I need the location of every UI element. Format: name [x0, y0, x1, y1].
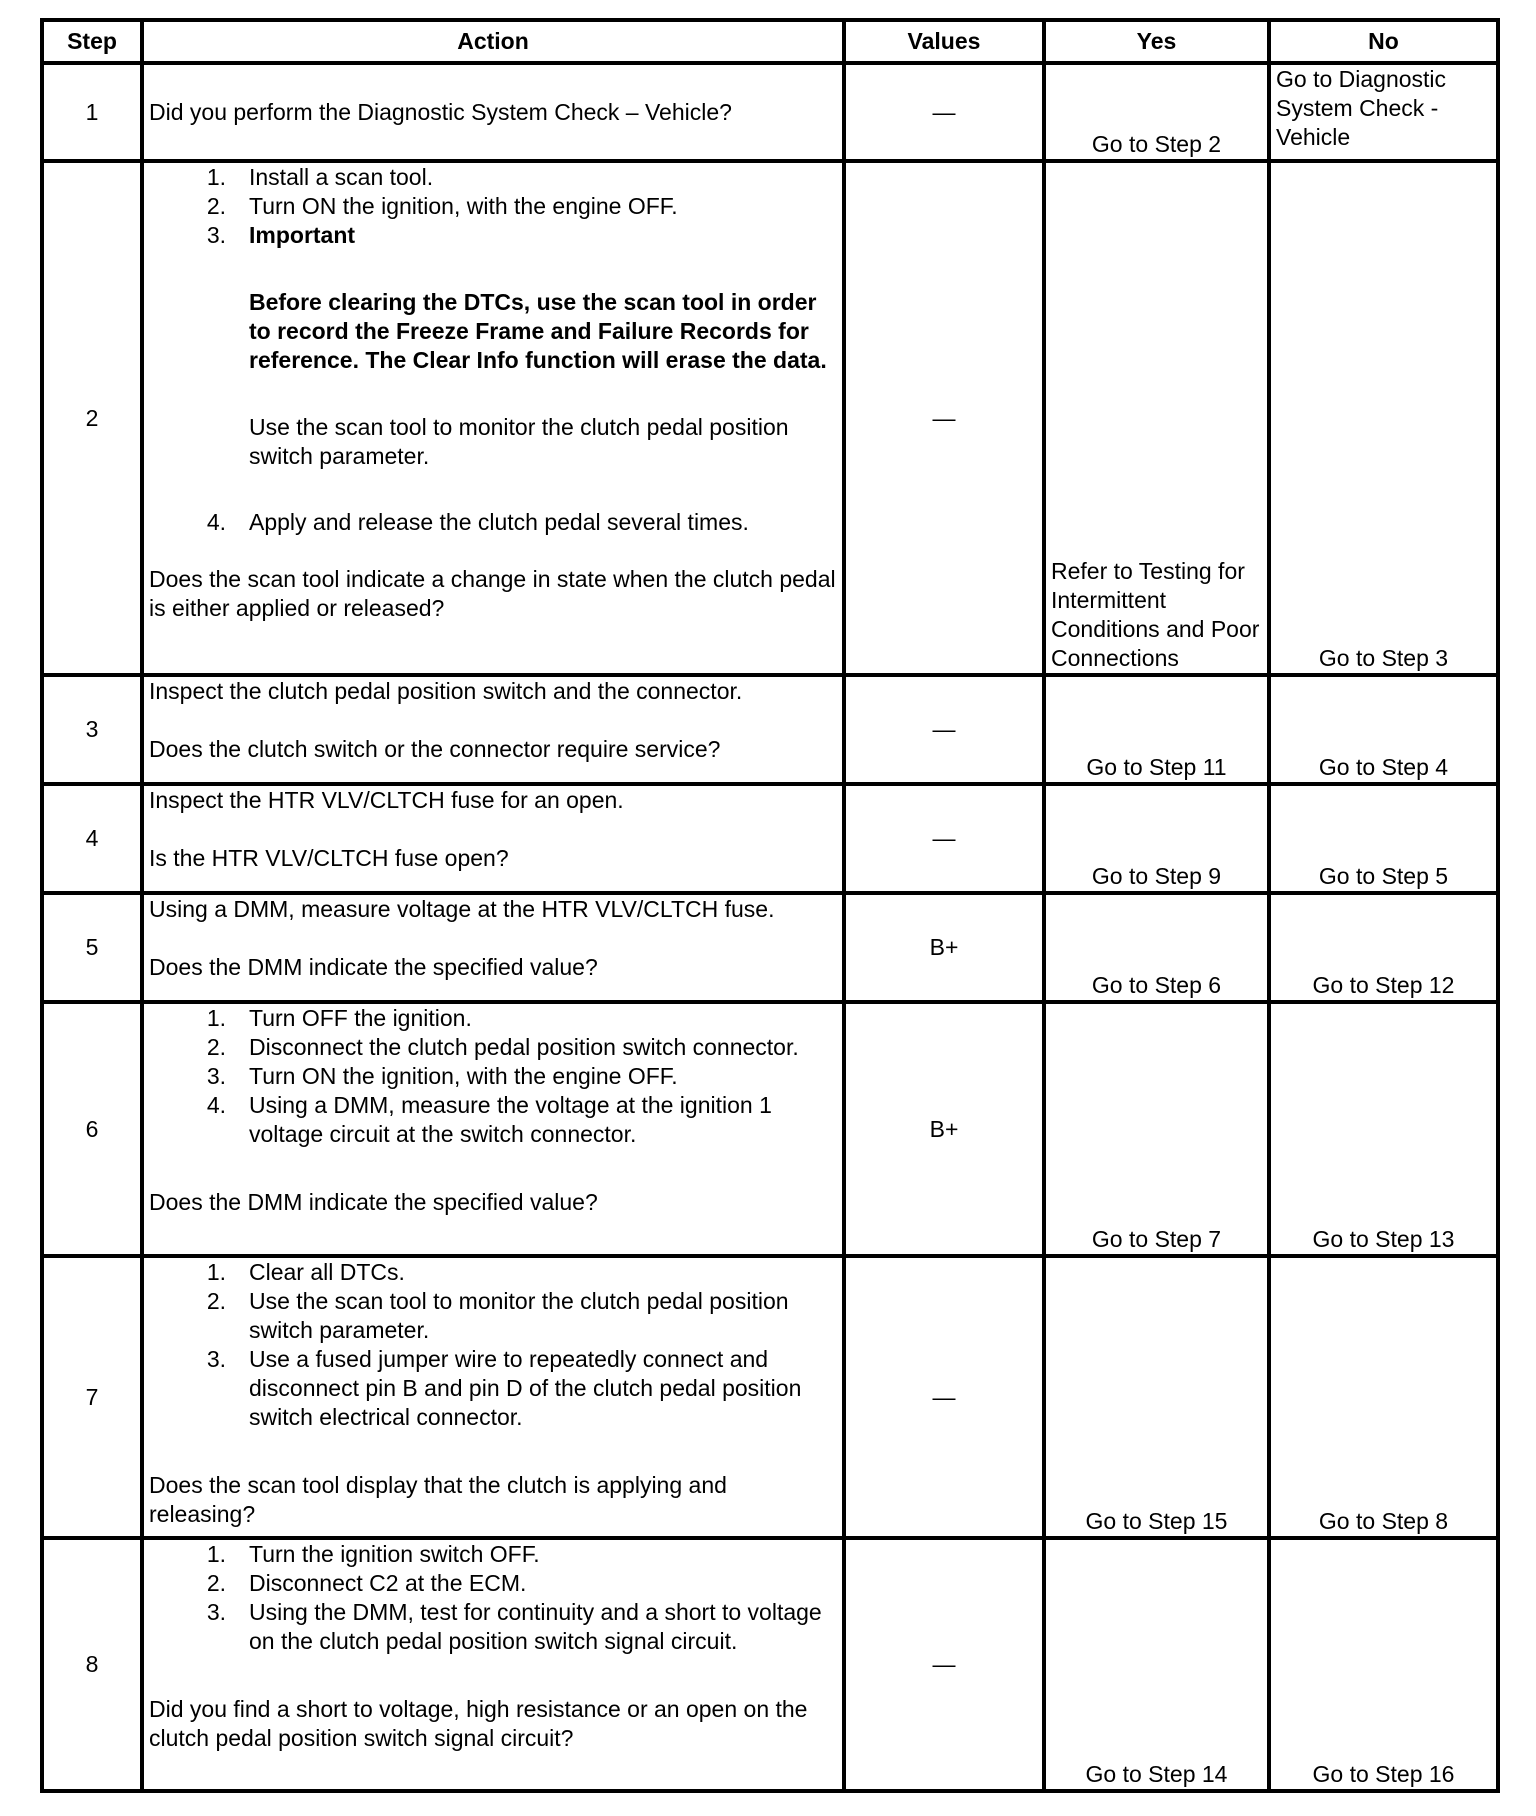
list-item: 1. Turn the ignition switch OFF.	[206, 1541, 540, 1567]
no-cell: Go to Step 5	[1269, 784, 1498, 893]
value-cell: —	[844, 63, 1044, 161]
yes-cell: Go to Step 11	[1044, 675, 1269, 784]
action-cell	[142, 161, 844, 675]
list-item: 4. Using a DMM, measure the voltage at the ignition 1 voltage circuit at the switch connector.	[206, 1092, 772, 1147]
step-number: 1	[42, 63, 142, 161]
value-cell: —	[844, 784, 1044, 893]
diagnostic-table	[40, 18, 1500, 1793]
yes-cell: Refer to Testing for Intermittent Conditions and Poor Connections	[1044, 161, 1269, 675]
action-question: Does the clutch switch or the connector require service?	[149, 736, 721, 762]
action-steps-list	[149, 1258, 837, 1432]
list-item: 2. Disconnect the clutch pedal position switch connector.	[206, 1034, 799, 1060]
header-yes: Yes	[1044, 20, 1269, 63]
table-row-step-4	[42, 784, 1498, 893]
no-cell: Go to Diagnostic System Check - Vehicle	[1269, 63, 1498, 161]
list-item: 2. Turn ON the ignition, with the engine OFF.	[206, 193, 678, 219]
list-item: 2. Disconnect C2 at the ECM.	[206, 1570, 527, 1596]
no-cell: Go to Step 8	[1269, 1256, 1498, 1538]
no-cell: Go to Step 3	[1269, 161, 1498, 675]
action-cell	[142, 784, 844, 893]
value-cell: —	[844, 675, 1044, 784]
step-number: 4	[42, 784, 142, 893]
list-item: 2. Use the scan tool to monitor the clutch pedal position switch parameter.	[206, 1288, 789, 1343]
action-question: Does the DMM indicate the specified value?	[149, 954, 598, 980]
header-step: Step	[42, 20, 142, 63]
action-question: Is the HTR VLV/CLTCH fuse open?	[149, 845, 509, 871]
action-cell	[142, 893, 844, 1002]
no-cell: Go to Step 13	[1269, 1002, 1498, 1256]
table-row-step-5	[42, 893, 1498, 1002]
table-row-step-2	[42, 161, 1498, 675]
table-row-step-6	[42, 1002, 1498, 1256]
yes-cell: Go to Step 7	[1044, 1002, 1269, 1256]
action-intro: Using a DMM, measure voltage at the HTR VLV/CLTCH fuse.	[149, 896, 775, 922]
table-row-step-1	[42, 63, 1498, 161]
no-cell: Go to Step 12	[1269, 893, 1498, 1002]
yes-cell: Go to Step 14	[1044, 1538, 1269, 1791]
value-cell: —	[844, 161, 1044, 675]
action-question: Does the scan tool indicate a change in state when the clutch pedal is either applied or released?	[149, 566, 836, 621]
list-item: 3. Using the DMM, test for continuity and a short to voltage on the clutch pedal position switch signal circuit.	[206, 1599, 822, 1654]
table-row-step-3	[42, 675, 1498, 784]
yes-cell: Go to Step 2	[1044, 63, 1269, 161]
yes-cell: Go to Step 9	[1044, 784, 1269, 893]
table-row-step-7	[42, 1256, 1498, 1538]
value-cell: —	[844, 1256, 1044, 1538]
no-cell: Go to Step 16	[1269, 1538, 1498, 1791]
header-no: No	[1269, 20, 1498, 63]
value-cell: B+	[844, 1002, 1044, 1256]
important-note: Before clearing the DTCs, use the scan tool in order to record the Freeze Frame and Failure Records for reference. The Clear Info function will erase the data.	[249, 289, 827, 373]
yes-cell: Go to Step 6	[1044, 893, 1269, 1002]
list-item: 1. Install a scan tool.	[206, 164, 434, 190]
action-cell	[142, 63, 844, 161]
value-cell: —	[844, 1538, 1044, 1791]
header-values: Values	[844, 20, 1044, 63]
action-steps-list	[149, 1540, 837, 1656]
value-cell: B+	[844, 893, 1044, 1002]
monitor-note: Use the scan tool to monitor the clutch pedal position switch parameter.	[249, 414, 789, 469]
list-item: 1. Clear all DTCs.	[206, 1259, 405, 1285]
action-cell	[142, 1538, 844, 1791]
action-question: Did you find a short to voltage, high resistance or an open on the clutch pedal position switch signal circuit?	[149, 1696, 808, 1751]
action-steps-list	[149, 163, 837, 250]
list-item: 4. Apply and release the clutch pedal several times.	[206, 509, 749, 535]
action-cell	[142, 1002, 844, 1256]
no-cell: Go to Step 4	[1269, 675, 1498, 784]
action-cell	[142, 675, 844, 784]
step-number: 3	[42, 675, 142, 784]
header-action: Action	[142, 20, 844, 63]
header-row	[42, 20, 1498, 63]
yes-cell: Go to Step 15	[1044, 1256, 1269, 1538]
table-row-step-8	[42, 1538, 1498, 1791]
step-number: 2	[42, 161, 142, 675]
action-steps-list	[149, 1004, 837, 1149]
step-number: 5	[42, 893, 142, 1002]
action-intro: Inspect the clutch pedal position switch and the connector.	[149, 678, 743, 704]
list-item: 3. Turn ON the ignition, with the engine OFF.	[206, 1063, 678, 1089]
list-item: 3. Important	[206, 222, 356, 248]
action-steps-list	[149, 508, 837, 537]
action-question: Does the DMM indicate the specified value?	[149, 1189, 598, 1215]
action-question: Did you perform the Diagnostic System Check – Vehicle?	[149, 98, 732, 125]
action-intro: Inspect the HTR VLV/CLTCH fuse for an open.	[149, 787, 624, 813]
action-question: Does the scan tool display that the clutch is applying and releasing?	[149, 1472, 727, 1527]
step-number: 8	[42, 1538, 142, 1791]
step-number: 6	[42, 1002, 142, 1256]
action-cell	[142, 1256, 844, 1538]
list-item: 3. Use a fused jumper wire to repeatedly connect and disconnect pin B and pin D of the clutch pedal position switch electrical connector.	[206, 1346, 802, 1430]
step-number: 7	[42, 1256, 142, 1538]
list-item: 1. Turn OFF the ignition.	[206, 1005, 472, 1031]
